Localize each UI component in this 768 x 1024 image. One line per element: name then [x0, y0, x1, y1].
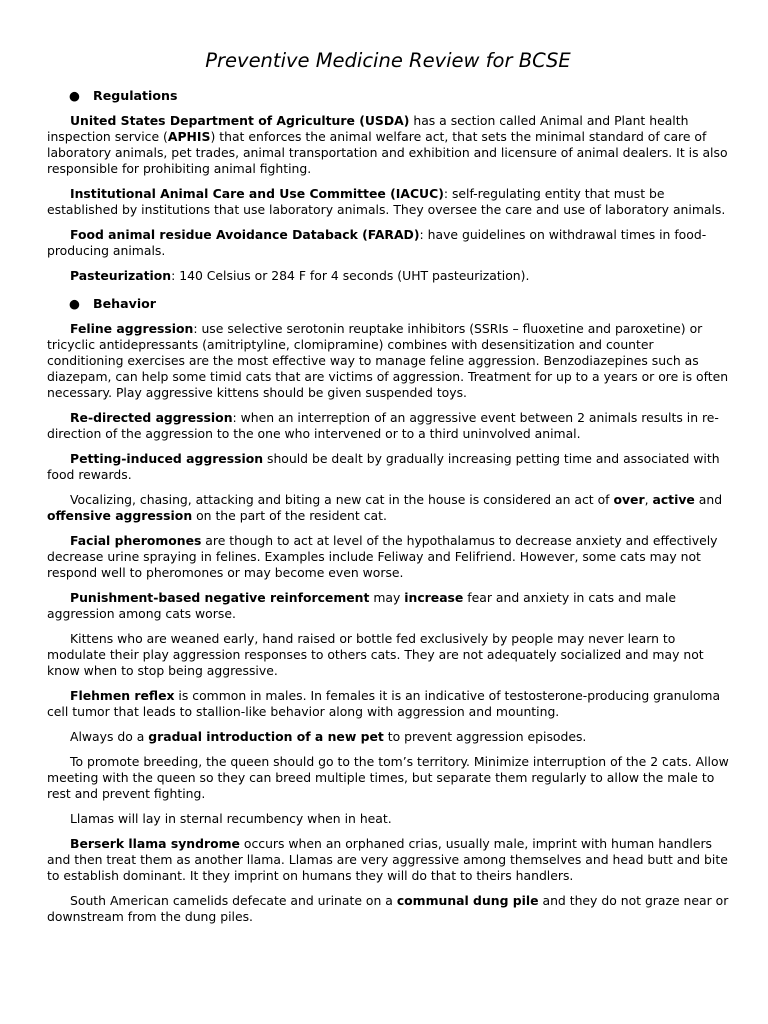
paragraph-usda: United States Department of Agriculture (USDA) has a section called Animal and Plant health inspection service (APHIS) that enforces the animal welfare act, that sets the minimal standard of care of laboratory animals, pet trades, animal transportation and exhibition and licensure of animal dealers. It is also responsible for prohibiting animal fighting.	[47, 113, 728, 176]
paragraph-berserk-llama: Berserk llama syndrome occurs when an orphaned crias, usually male, imprint with human handlers and then treat them as another llama. Llamas are very aggressive among themselves and head butt and bite to establish dominant. It they imprint on humans they will do that to theirs handlers.	[47, 836, 728, 883]
paragraph-feline-aggression: Feline aggression: use selective serotonin reuptake inhibitors (SSRIs – fluoxetine and paroxetine) or tricyclic antidepressants (amitriptyline, clomipramine) combines with desensitization and counter conditioning exercises are the most effective way to manage feline aggression. Benzodiazepines such as diazepam, can help some timid cats that are victims of aggression. Treatment for up to a years or ore is often necessary. Play aggressive kittens should be given suspended toys.	[47, 321, 729, 400]
term-offensive-aggression: offensive aggression	[47, 508, 193, 523]
term-feline-aggression: Feline aggression	[70, 321, 194, 336]
section-label: Behavior	[93, 296, 156, 311]
paragraph-pasteurization: Pasteurization: 140 Celsius or 284 F for 4 seconds (UHT pasteurization).	[70, 268, 530, 283]
bullet-icon: ●	[69, 296, 80, 311]
paragraph-new-cat: Vocalizing, chasing, attacking and biting a new cat in the house is considered an act of over, active and offensive aggression on the part of the resident cat.	[47, 492, 723, 523]
term-flehmen: Flehmen reflex	[70, 688, 175, 703]
paragraph-facial-pheromones: Facial pheromones are though to act at level of the hypothalamus to decrease anxiety and effectively decrease urine spraying in felines. Examples include Feliway and Felifriend. However, some cats may not respond well to pheromones or may become even worse.	[47, 533, 718, 580]
document-page	[47, 0, 729, 925]
term-redirected-aggression: Re-directed aggression	[70, 410, 233, 425]
paragraph-introduction: Always do a gradual introduction of a new pet to prevent aggression episodes.	[70, 729, 587, 744]
section-label: Regulations	[93, 88, 178, 103]
term-punishment: Punishment-based negative reinforcement	[70, 590, 370, 605]
paragraph-flehmen: Flehmen reflex is common in males. In females it is an indicative of testosterone-producing granuloma cell tumor that leads to stallion-like behavior along with aggression and mounting.	[47, 688, 721, 719]
paragraph-dung-pile: South American camelids defecate and urinate on a communal dung pile and they do not graze near or downstream from the dung piles.	[47, 893, 729, 924]
paragraph-redirected-aggression: Re-directed aggression: when an interreption of an aggressive event between 2 animals results in re-direction of the aggression to the one who intervened or to a third uninvolved animal.	[47, 410, 719, 441]
page-title: Preventive Medicine Review for BCSE	[205, 49, 571, 72]
term-increase: increase	[404, 590, 464, 605]
term-berserk-llama: Berserk llama syndrome	[70, 836, 240, 851]
section-heading-behavior	[47, 296, 729, 312]
term-gradual-introduction: gradual introduction of a new pet	[148, 729, 384, 744]
paragraph-petting-aggression: Petting-induced aggression should be dealt by gradually increasing petting time and associated with food rewards.	[47, 451, 720, 482]
paragraph-llamas-heat: Llamas will lay in sternal recumbency when in heat.	[70, 811, 392, 826]
term-active: active	[652, 492, 695, 507]
section-heading-regulations	[47, 88, 729, 104]
term-communal-dung-pile: communal dung pile	[396, 893, 539, 908]
paragraph-kittens: Kittens who are weaned early, hand raised or bottle fed exclusively by people may never learn to modulate their play aggression responses to others cats. They are not adequately socialized and may not know when to stop being aggressive.	[47, 631, 704, 678]
paragraph-punishment: Punishment-based negative reinforcement may increase fear and anxiety in cats and male aggression among cats worse.	[47, 590, 676, 621]
paragraph-iacuc: Institutional Animal Care and Use Committee (IACUC): self-regulating entity that must be established by institutions that use laboratory animals. They oversee the care and use of laboratory animals.	[47, 186, 726, 217]
bullet-icon: ●	[69, 88, 80, 103]
term-usda: United States Department of Agriculture (USDA)	[70, 113, 410, 128]
term-petting-aggression: Petting-induced aggression	[70, 451, 264, 466]
term-over: over	[613, 492, 645, 507]
term-farad: Food animal residue Avoidance Databack (FARAD)	[70, 227, 420, 242]
term-iacuc: Institutional Animal Care and Use Committee (IACUC)	[70, 186, 444, 201]
term-pasteurization: Pasteurization	[70, 268, 172, 283]
paragraph-farad: Food animal residue Avoidance Databack (FARAD): have guidelines on withdrawal times in food-producing animals.	[47, 227, 707, 258]
term-facial-pheromones: Facial pheromones	[70, 533, 202, 548]
term-aphis: APHIS	[167, 129, 211, 144]
paragraph-breeding: To promote breeding, the queen should go to the tom’s territory. Minimize interruption of the 2 cats. Allow meeting with the queen so they can breed multiple times, but separate them regularly to allow the male to rest and prevent fighting.	[47, 754, 729, 801]
